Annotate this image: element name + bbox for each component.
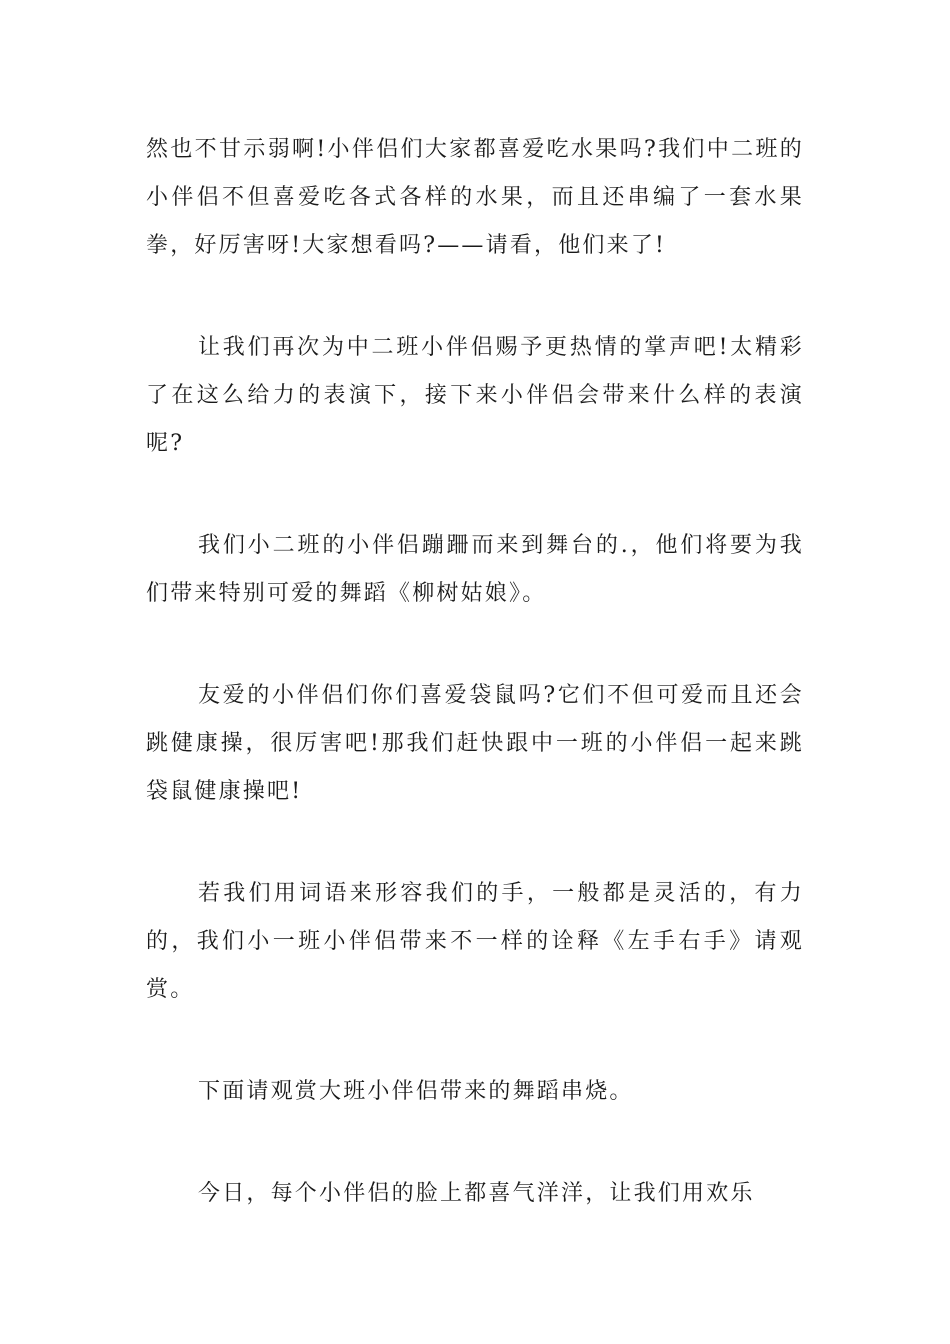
- paragraph-3: 我们小二班的小伴侣蹦跚而来到舞台的.，他们将要为我们带来特别可爱的舞蹈《柳树姑娘》。: [146, 533, 804, 606]
- paragraph-4: 友爱的小伴侣们你们喜爱袋鼠吗?它们不但可爱而且还会跳健康操，很厉害吧!那我们赶快跟中一班的小伴侣一起来跳袋鼠健康操吧!: [146, 683, 804, 804]
- paragraph-1: 然也不甘示弱啊!小伴侣们大家都喜爱吃水果吗?我们中二班的小伴侣不但喜爱吃各式各样的水果，而且还串编了一套水果拳，好厉害呀!大家想看吗?——请看，他们来了!: [146, 137, 804, 258]
- paragraph-7: 今日，每个小伴侣的脸上都喜气洋洋，让我们用欢乐: [198, 1181, 755, 1206]
- paragraph-2: 让我们再次为中二班小伴侣赐予更热情的掌声吧!太精彩了在这么给力的表演下，接下来小伴侣会带来什么样的表演呢?: [146, 335, 804, 456]
- paragraph-6: 下面请观赏大班小伴侣带来的舞蹈串烧。: [198, 1079, 634, 1104]
- document-page: [146, 126, 804, 1272]
- paragraph-5: 若我们用词语来形容我们的手，一般都是灵活的，有力的，我们小一班小伴侣带来不一样的诠释《左手右手》请观赏。: [146, 881, 804, 1002]
